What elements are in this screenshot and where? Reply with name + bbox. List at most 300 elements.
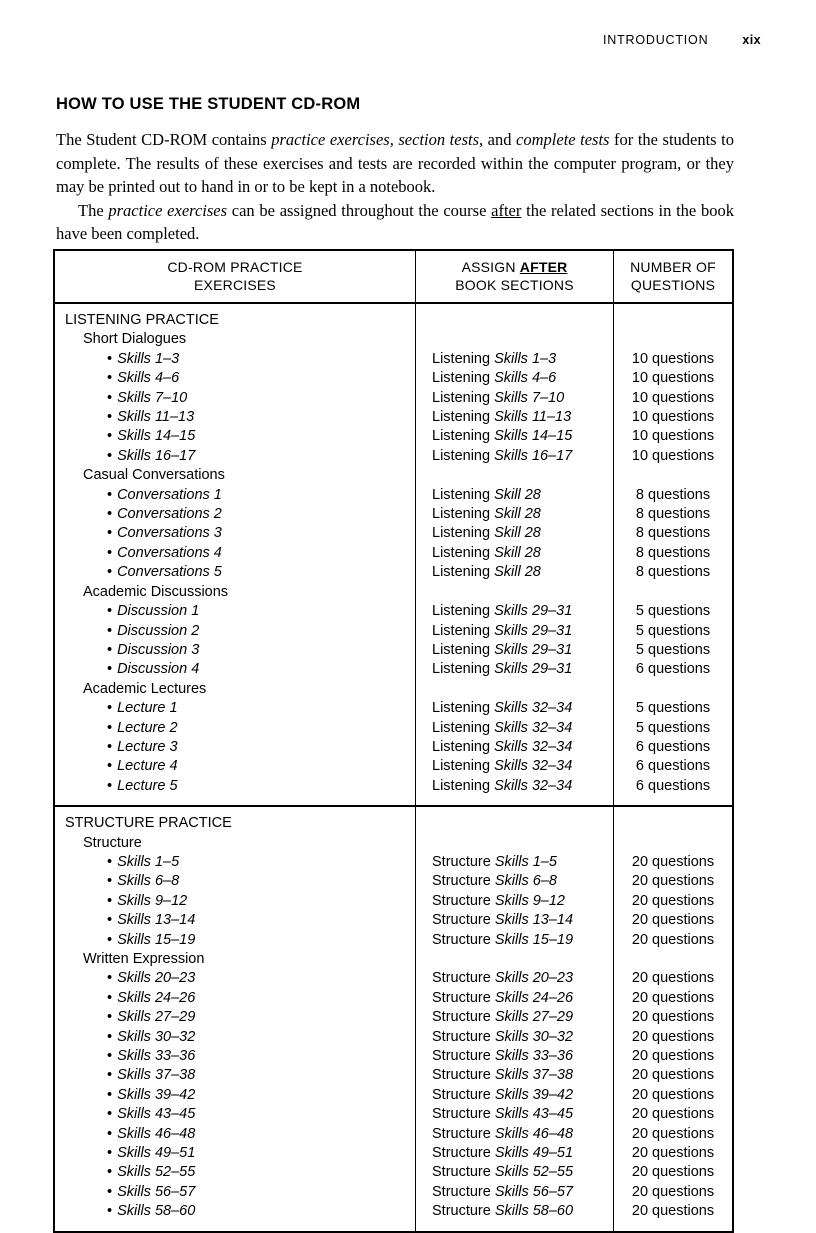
assign-prefix: Structure — [432, 970, 495, 987]
question-count: 8 questions — [635, 564, 711, 581]
header-assign-prefix: ASSIGN — [461, 259, 520, 275]
assign-prefix: Structure — [432, 1203, 495, 1220]
section-questions-column — [613, 304, 732, 805]
assign-skill-ref: Skills 43–45 — [494, 1106, 574, 1123]
bullet-icon: • — [107, 1125, 113, 1142]
exercise-item — [55, 1144, 415, 1163]
assign-skill-ref: Skill 28 — [494, 486, 541, 503]
group-heading: Short Dialogues — [83, 331, 187, 348]
question-count: 5 questions — [635, 641, 711, 658]
assign-skill-ref: Skills 13–14 — [494, 912, 574, 929]
bullet-icon: • — [107, 370, 113, 387]
assign-after-section — [416, 1008, 613, 1027]
question-count: 20 questions — [631, 1028, 715, 1045]
bullet-icon: • — [107, 1009, 113, 1026]
assign-skill-ref: Skills 29–31 — [494, 603, 573, 620]
assign-after-section — [416, 505, 613, 524]
assign-after-section — [416, 757, 613, 776]
bullet-icon: • — [107, 777, 113, 794]
question-count: 20 questions — [631, 1125, 715, 1142]
exercise-label: Skills 49–51 — [117, 1145, 196, 1162]
exercise-label: Skills 13–14 — [117, 912, 196, 929]
table-header-row — [55, 251, 732, 304]
exercise-label: Discussion 1 — [117, 603, 200, 620]
question-count: 20 questions — [631, 1183, 715, 1200]
exercise-label: Skills 37–38 — [117, 1067, 196, 1084]
group-heading: Written Expression — [83, 951, 205, 967]
assign-prefix: Listening — [432, 603, 495, 620]
spacer — [416, 950, 613, 969]
assign-after-section — [416, 427, 613, 446]
question-count: 20 questions — [631, 970, 715, 987]
assign-skill-ref: Skills 32–34 — [494, 719, 573, 736]
exercise-item — [55, 892, 415, 911]
assign-after-section — [416, 408, 613, 427]
exercise-label: Conversations 3 — [117, 525, 222, 542]
exercise-item — [55, 989, 415, 1008]
exercise-item — [55, 719, 415, 738]
exercise-label: Skills 6–8 — [117, 873, 180, 890]
assign-prefix: Structure — [432, 853, 495, 870]
assign-prefix: Structure — [432, 1183, 495, 1200]
assign-after-section — [416, 622, 613, 641]
bullet-icon: • — [107, 506, 113, 523]
assign-prefix: Structure — [432, 1106, 495, 1123]
bullet-icon: • — [107, 912, 113, 929]
group-heading: Casual Conversations — [83, 467, 225, 484]
assign-after-section — [416, 872, 613, 891]
exercise-item — [55, 1125, 415, 1144]
section-heading: LISTENING PRACTICE — [65, 312, 219, 328]
assign-skill-ref: Skills 32–34 — [494, 758, 573, 775]
bullet-icon: • — [107, 1028, 113, 1045]
section-exercises-column — [55, 807, 415, 1231]
exercise-item — [55, 1066, 415, 1085]
header-cell-questions — [613, 251, 732, 302]
exercise-label: Skills 30–32 — [117, 1028, 196, 1045]
section-questions-column — [613, 807, 732, 1231]
bullet-icon: • — [107, 1164, 113, 1181]
exercise-item — [55, 641, 415, 660]
question-count: 20 questions — [631, 892, 715, 909]
exercise-label: Skills 27–29 — [117, 1009, 196, 1026]
exercise-item — [55, 544, 415, 563]
assign-after-section — [416, 1163, 613, 1182]
exercise-item — [55, 1028, 415, 1047]
assign-skill-ref: Skills 33–36 — [494, 1048, 574, 1065]
header-questions-line1: NUMBER OF — [630, 259, 716, 275]
assign-prefix: Structure — [432, 1048, 495, 1065]
exercise-label: Conversations 2 — [117, 506, 222, 523]
exercise-item — [55, 369, 415, 388]
exercise-label: Lecture 1 — [117, 700, 178, 717]
assign-prefix: Structure — [432, 873, 495, 890]
bullet-icon: • — [107, 486, 113, 503]
table-body — [55, 304, 732, 1231]
exercise-item — [55, 524, 415, 543]
exercise-label: Skills 9–12 — [117, 892, 188, 909]
exercise-label: Conversations 1 — [117, 486, 222, 503]
assign-prefix: Listening — [432, 738, 495, 755]
exercise-item — [55, 738, 415, 757]
group-heading: Academic Lectures — [83, 680, 207, 697]
bullet-icon: • — [107, 1106, 113, 1123]
assign-after-section — [416, 641, 613, 660]
exercise-item — [55, 1105, 415, 1124]
question-count: 5 questions — [635, 700, 711, 717]
exercise-label: Lecture 2 — [117, 719, 178, 736]
assign-skill-ref: Skills 29–31 — [494, 661, 573, 678]
assign-after-section — [416, 738, 613, 757]
exercise-item — [55, 427, 415, 446]
header-cell-exercises — [55, 251, 415, 302]
p1-seg2: and — [483, 130, 517, 149]
exercise-label: Conversations 4 — [117, 544, 222, 561]
question-count: 5 questions — [635, 719, 711, 736]
assign-after-section — [416, 853, 613, 872]
bullet-icon: • — [107, 564, 113, 581]
exercise-item — [55, 1183, 415, 1202]
bullet-icon: • — [107, 1145, 113, 1162]
spacer — [614, 950, 732, 969]
assign-after-section — [416, 1028, 613, 1047]
assign-skill-ref: Skills 4–6 — [494, 370, 557, 387]
exercise-item — [55, 447, 415, 466]
bullet-icon: • — [107, 700, 113, 717]
p2-seg2: can be assigned throughout the course — [227, 200, 492, 220]
exercise-item — [55, 350, 415, 369]
p1-italic-1: practice exercises, section tests, — [271, 130, 484, 149]
assign-skill-ref: Skills 7–10 — [494, 389, 565, 406]
assign-skill-ref: Skills 32–34 — [494, 700, 573, 717]
exercise-label: Skills 20–23 — [117, 970, 196, 987]
spacer — [614, 330, 732, 349]
assign-skill-ref: Skills 11–13 — [494, 409, 572, 426]
question-count: 5 questions — [635, 603, 711, 620]
assign-skill-ref: Skills 20–23 — [494, 970, 574, 987]
question-count: 10 questions — [631, 447, 715, 464]
section-heading: STRUCTURE PRACTICE — [65, 815, 232, 832]
assign-prefix: Structure — [432, 1086, 495, 1103]
exercise-label: Skills 46–48 — [117, 1125, 196, 1142]
exercise-label: Skills 11–13 — [117, 409, 195, 426]
bullet-icon: • — [107, 758, 113, 775]
assign-after-section — [416, 563, 613, 582]
question-count: 20 questions — [631, 931, 715, 948]
bullet-icon: • — [107, 892, 113, 909]
exercise-label: Skills 39–42 — [117, 1086, 196, 1103]
assign-prefix: Listening — [432, 641, 495, 658]
exercise-item — [55, 1163, 415, 1182]
bullet-icon: • — [107, 428, 113, 445]
assign-after-section — [416, 1086, 613, 1105]
section-assign-column — [415, 304, 613, 805]
header-assign-line1 — [420, 259, 609, 277]
assign-skill-ref: Skills 15–19 — [494, 931, 574, 948]
exercise-label: Skills 56–57 — [117, 1183, 196, 1200]
assign-after-section — [416, 911, 613, 930]
question-count: 6 questions — [635, 661, 711, 678]
assign-after-section — [416, 989, 613, 1008]
bullet-icon: • — [107, 409, 113, 426]
header-assign-line2: BOOK SECTIONS — [455, 276, 574, 293]
bullet-icon: • — [107, 931, 113, 948]
assign-prefix: Structure — [432, 1125, 495, 1142]
assign-prefix: Listening — [432, 777, 495, 794]
bullet-icon: • — [107, 350, 113, 367]
page-number: xix — [742, 33, 761, 47]
paragraph-1 — [56, 128, 734, 199]
question-count: 8 questions — [635, 486, 711, 503]
header-exercises-line1: CD-ROM PRACTICE — [167, 259, 303, 275]
assign-prefix: Structure — [432, 1164, 495, 1181]
assign-after-section — [416, 544, 613, 563]
spacer — [614, 311, 732, 330]
assign-skill-ref: Skill 28 — [494, 544, 541, 561]
header-exercises-line2: EXERCISES — [194, 276, 276, 293]
question-count: 20 questions — [631, 1048, 715, 1065]
paragraph-2 — [56, 199, 734, 246]
cdrom-practice-table — [53, 249, 734, 1233]
question-count: 20 questions — [631, 1164, 715, 1181]
assign-skill-ref: Skills 24–26 — [494, 989, 574, 1006]
table-section — [55, 805, 732, 1231]
assign-skill-ref: Skills 56–57 — [494, 1183, 574, 1200]
page-title: HOW TO USE THE STUDENT CD-ROM — [56, 95, 361, 114]
assign-after-section — [416, 350, 613, 369]
bullet-icon: • — [107, 603, 113, 620]
exercise-item — [55, 1047, 415, 1066]
assign-after-section — [416, 1125, 613, 1144]
section-exercises-column — [55, 304, 415, 805]
assign-prefix: Structure — [432, 1067, 495, 1084]
header-questions-line2: QUESTIONS — [630, 276, 716, 293]
group-heading: Structure — [83, 834, 142, 851]
exercise-item — [55, 699, 415, 718]
assign-skill-ref: Skills 32–34 — [494, 738, 573, 755]
assign-prefix: Structure — [432, 912, 495, 929]
assign-after-section — [416, 524, 613, 543]
question-count: 10 questions — [631, 428, 715, 445]
exercise-label: Lecture 5 — [117, 777, 178, 794]
assign-skill-ref: Skills 32–34 — [494, 777, 573, 794]
header-cell-assign — [415, 251, 613, 302]
spacer — [416, 466, 613, 485]
assign-skill-ref: Skills 29–31 — [494, 641, 573, 658]
spacer — [416, 814, 613, 833]
question-count: 6 questions — [635, 777, 711, 794]
p1-italic-2: complete tests — [516, 130, 610, 149]
bullet-icon: • — [107, 738, 113, 755]
assign-prefix: Listening — [432, 409, 495, 426]
exercise-item — [55, 408, 415, 427]
assign-after-section — [416, 369, 613, 388]
spacer — [614, 814, 732, 833]
question-count: 8 questions — [635, 544, 711, 561]
exercise-item — [55, 563, 415, 582]
exercise-item — [55, 1202, 415, 1221]
exercise-item — [55, 1008, 415, 1027]
assign-prefix: Listening — [432, 758, 495, 775]
exercise-label: Discussion 4 — [117, 661, 200, 678]
assign-skill-ref: Skills 39–42 — [494, 1086, 574, 1103]
p1-seg3: for the students to complete. The results of these exercises and tests are recorded within the computer program, or they may be printed out to hand in or to be kept in a notebook. — [56, 130, 734, 196]
exercise-label: Skills 58–60 — [117, 1203, 196, 1220]
p1-seg1: The Student CD-ROM contains — [56, 130, 272, 149]
assign-after-section — [416, 969, 613, 988]
exercise-item — [55, 622, 415, 641]
intro-body-copy — [56, 128, 734, 246]
exercise-item — [55, 911, 415, 930]
table-section — [55, 304, 732, 805]
exercise-label: Skills 4–6 — [117, 370, 180, 387]
bullet-icon: • — [107, 1203, 113, 1220]
bullet-icon: • — [107, 389, 113, 406]
assign-after-section — [416, 1144, 613, 1163]
assign-prefix: Structure — [432, 1028, 495, 1045]
spacer — [416, 330, 613, 349]
assign-prefix: Structure — [432, 892, 495, 909]
bullet-icon: • — [107, 853, 113, 870]
exercise-label: Skills 33–36 — [117, 1048, 196, 1065]
assign-prefix: Listening — [432, 564, 495, 581]
assign-after-section — [416, 719, 613, 738]
assign-prefix: Listening — [432, 661, 495, 678]
exercise-label: Skills 15–19 — [117, 931, 196, 948]
assign-skill-ref: Skills 52–55 — [494, 1164, 574, 1181]
spacer — [614, 466, 732, 485]
assign-prefix: Structure — [432, 989, 495, 1006]
spacer — [416, 311, 613, 330]
assign-skill-ref: Skills 49–51 — [494, 1145, 574, 1162]
assign-prefix: Structure — [432, 931, 495, 948]
question-count: 20 questions — [631, 1009, 715, 1026]
spacer — [416, 680, 613, 699]
assign-after-section — [416, 602, 613, 621]
exercise-item — [55, 660, 415, 679]
section-assign-column — [415, 807, 613, 1231]
exercise-label: Skills 24–26 — [117, 989, 196, 1006]
assign-after-section — [416, 486, 613, 505]
assign-after-section — [416, 777, 613, 796]
question-count: 10 questions — [631, 350, 715, 367]
exercise-label: Skills 52–55 — [117, 1164, 196, 1181]
assign-prefix: Listening — [432, 700, 495, 717]
assign-after-section — [416, 931, 613, 950]
spacer — [416, 834, 613, 853]
bullet-icon: • — [107, 719, 113, 736]
assign-skill-ref: Skills 1–5 — [494, 853, 557, 870]
exercise-item — [55, 777, 415, 796]
assign-after-section — [416, 1105, 613, 1124]
question-count: 20 questions — [631, 1203, 715, 1220]
exercise-item — [55, 757, 415, 776]
bullet-icon: • — [107, 970, 113, 987]
assign-skill-ref: Skills 9–12 — [494, 892, 565, 909]
assign-skill-ref: Skill 28 — [494, 506, 541, 523]
running-head — [55, 33, 761, 47]
spacer — [614, 680, 732, 699]
assign-after-section — [416, 1183, 613, 1202]
assign-after-section — [416, 660, 613, 679]
exercise-label: Skills 1–5 — [117, 853, 180, 870]
question-count: 8 questions — [635, 525, 711, 542]
assign-after-section — [416, 1066, 613, 1085]
assign-prefix: Structure — [432, 1145, 495, 1162]
assign-skill-ref: Skill 28 — [494, 525, 541, 542]
assign-prefix: Listening — [432, 544, 495, 561]
p2-seg1: The — [78, 200, 109, 220]
assign-skill-ref: Skills 30–32 — [494, 1028, 574, 1045]
assign-skill-ref: Skill 28 — [494, 564, 541, 581]
assign-skill-ref: Skills 37–38 — [494, 1067, 574, 1084]
bullet-icon: • — [107, 544, 113, 561]
assign-after-section — [416, 699, 613, 718]
assign-prefix: Listening — [432, 350, 495, 367]
spacer — [614, 583, 732, 602]
question-count: 10 questions — [631, 409, 715, 426]
exercise-label: Conversations 5 — [117, 564, 222, 581]
exercise-item — [55, 602, 415, 621]
bullet-icon: • — [107, 661, 113, 678]
assign-prefix: Listening — [432, 428, 495, 445]
assign-skill-ref: Skills 29–31 — [494, 622, 573, 639]
bullet-icon: • — [107, 641, 113, 658]
exercise-item — [55, 389, 415, 408]
assign-prefix: Listening — [432, 622, 495, 639]
exercise-label: Skills 1–3 — [117, 350, 180, 367]
p2-underline-after: after — [491, 200, 522, 220]
bullet-icon: • — [107, 989, 113, 1006]
question-count: 20 questions — [631, 989, 715, 1006]
assign-after-section — [416, 447, 613, 466]
question-count: 20 questions — [631, 1086, 715, 1103]
exercise-label: Discussion 2 — [117, 622, 200, 639]
bullet-icon: • — [107, 873, 113, 890]
bullet-icon: • — [107, 622, 113, 639]
exercise-item — [55, 486, 415, 505]
spacer — [416, 583, 613, 602]
exercise-label: Discussion 3 — [117, 641, 200, 658]
assign-skill-ref: Skills 27–29 — [494, 1009, 574, 1026]
assign-prefix: Listening — [432, 506, 495, 523]
group-heading: Academic Discussions — [83, 583, 229, 600]
question-count: 6 questions — [635, 738, 711, 755]
exercise-item — [55, 872, 415, 891]
exercise-label: Skills 7–10 — [117, 389, 188, 406]
exercise-item — [55, 969, 415, 988]
assign-after-section — [416, 389, 613, 408]
assign-skill-ref: Skills 16–17 — [494, 447, 573, 464]
bullet-icon: • — [107, 447, 113, 464]
assign-prefix: Listening — [432, 370, 495, 387]
assign-after-section — [416, 892, 613, 911]
exercise-label: Lecture 3 — [117, 738, 178, 755]
bullet-icon: • — [107, 1086, 113, 1103]
running-head-label: INTRODUCTION — [602, 33, 709, 47]
question-count: 10 questions — [631, 370, 715, 387]
question-count: 6 questions — [635, 758, 711, 775]
assign-skill-ref: Skills 6–8 — [494, 873, 557, 890]
assign-prefix: Listening — [432, 447, 495, 464]
assign-skill-ref: Skills 14–15 — [494, 428, 573, 445]
exercise-label: Lecture 4 — [117, 758, 178, 775]
question-count: 10 questions — [631, 389, 715, 406]
assign-prefix: Listening — [432, 486, 495, 503]
bullet-icon: • — [107, 525, 113, 542]
header-assign-after: AFTER — [519, 259, 568, 275]
question-count: 20 questions — [631, 1145, 715, 1162]
